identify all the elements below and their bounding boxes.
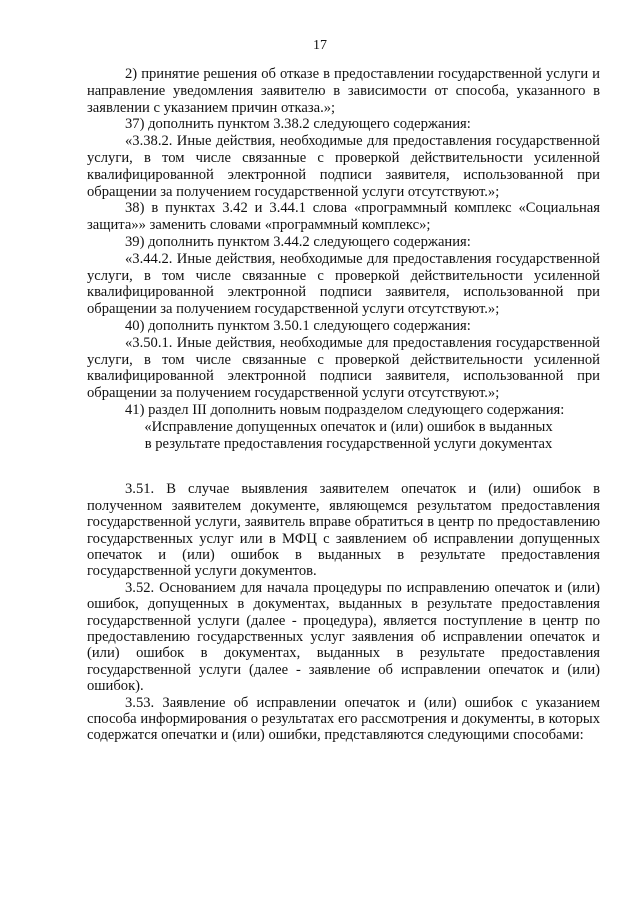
- subsection-heading-line-1: «Исправление допущенных опечаток и (или) ошибок в выданных: [144, 418, 553, 435]
- paragraph-p1: 2) принятие решения об отказе в предоставлении государственной услуги и направление уведомления заявителю в зависимости от способа, указанного в заявлении с указанием причин отказа.»;: [87, 66, 600, 116]
- subsection-heading-line-2: в результате предоставления государственной услуги документах: [144, 435, 553, 452]
- paragraph-p9: 41) раздел III дополнить новым подразделом следующего содержания:: [125, 401, 565, 418]
- paragraph-p12: 3.53. Заявление об исправлении опечаток и (или) ошибок с указанием способа информирования о результатах его рассмотрения и документы, в которых содержатся опечатки и (или) ошибки, представляются следующими способами:: [87, 694, 600, 744]
- paragraph-p5: 39) дополнить пунктом 3.44.2 следующего содержания:: [125, 233, 471, 250]
- paragraph-p7: 40) дополнить пунктом 3.50.1 следующего содержания:: [125, 317, 471, 334]
- document-body: [87, 66, 600, 744]
- paragraph-p11: 3.52. Основанием для начала процедуры по исправлению опечаток и (или) ошибок, допущенных в документах, выданных в результате предоставления государственной услуги (далее - процедура), является поступление в центр по предоставлению государственных услуг заявления об исправлении опечаток и (или) ошибок в документах, выданных в результате предоставления государственной услуги (далее - заявление об исправлении опечаток и (или) ошибок).: [87, 579, 600, 695]
- paragraph-p10: 3.51. В случае выявления заявителем опечаток и (или) ошибок в полученном заявителем документе, являющемся результатом предоставления государственной услуги, заявитель вправе обратиться в центр по предоставлению государственных услуг или в МФЦ с заявлением об исправлении допущенных опечаток и (или) ошибок в выданных в результате предоставления государственной услуги документов.: [87, 481, 600, 580]
- paragraph-p2: 37) дополнить пунктом 3.38.2 следующего содержания:: [125, 116, 471, 133]
- spacer: [87, 452, 600, 481]
- paragraph-p8: «3.50.1. Иные действия, необходимые для предоставления государственной услуги, в том числе связанные с проверкой действительности усиленной квалифицированной электронной подписи заявителя, использованной при обращении за получением государственной услуги отсутствуют.»;: [87, 334, 600, 402]
- page-number: 17: [313, 38, 327, 53]
- paragraph-p4: 38) в пунктах 3.42 и 3.44.1 слова «программный комплекс «Социальная защита»» заменить словами «программный комплекс»;: [87, 200, 600, 234]
- paragraph-p3: «3.38.2. Иные действия, необходимые для предоставления государственной услуги, в том числе связанные с проверкой действительности усиленной квалифицированной электронной подписи заявителя, использованной при обращении за получением государственной услуги отсутствуют.»;: [87, 133, 600, 200]
- paragraph-p6: «3.44.2. Иные действия, необходимые для предоставления государственной услуги, в том числе связанные с проверкой действительности усиленной квалифицированной электронной подписи заявителя, использованной при обращении за получением государственной услуги отсутствуют.»;: [87, 250, 600, 318]
